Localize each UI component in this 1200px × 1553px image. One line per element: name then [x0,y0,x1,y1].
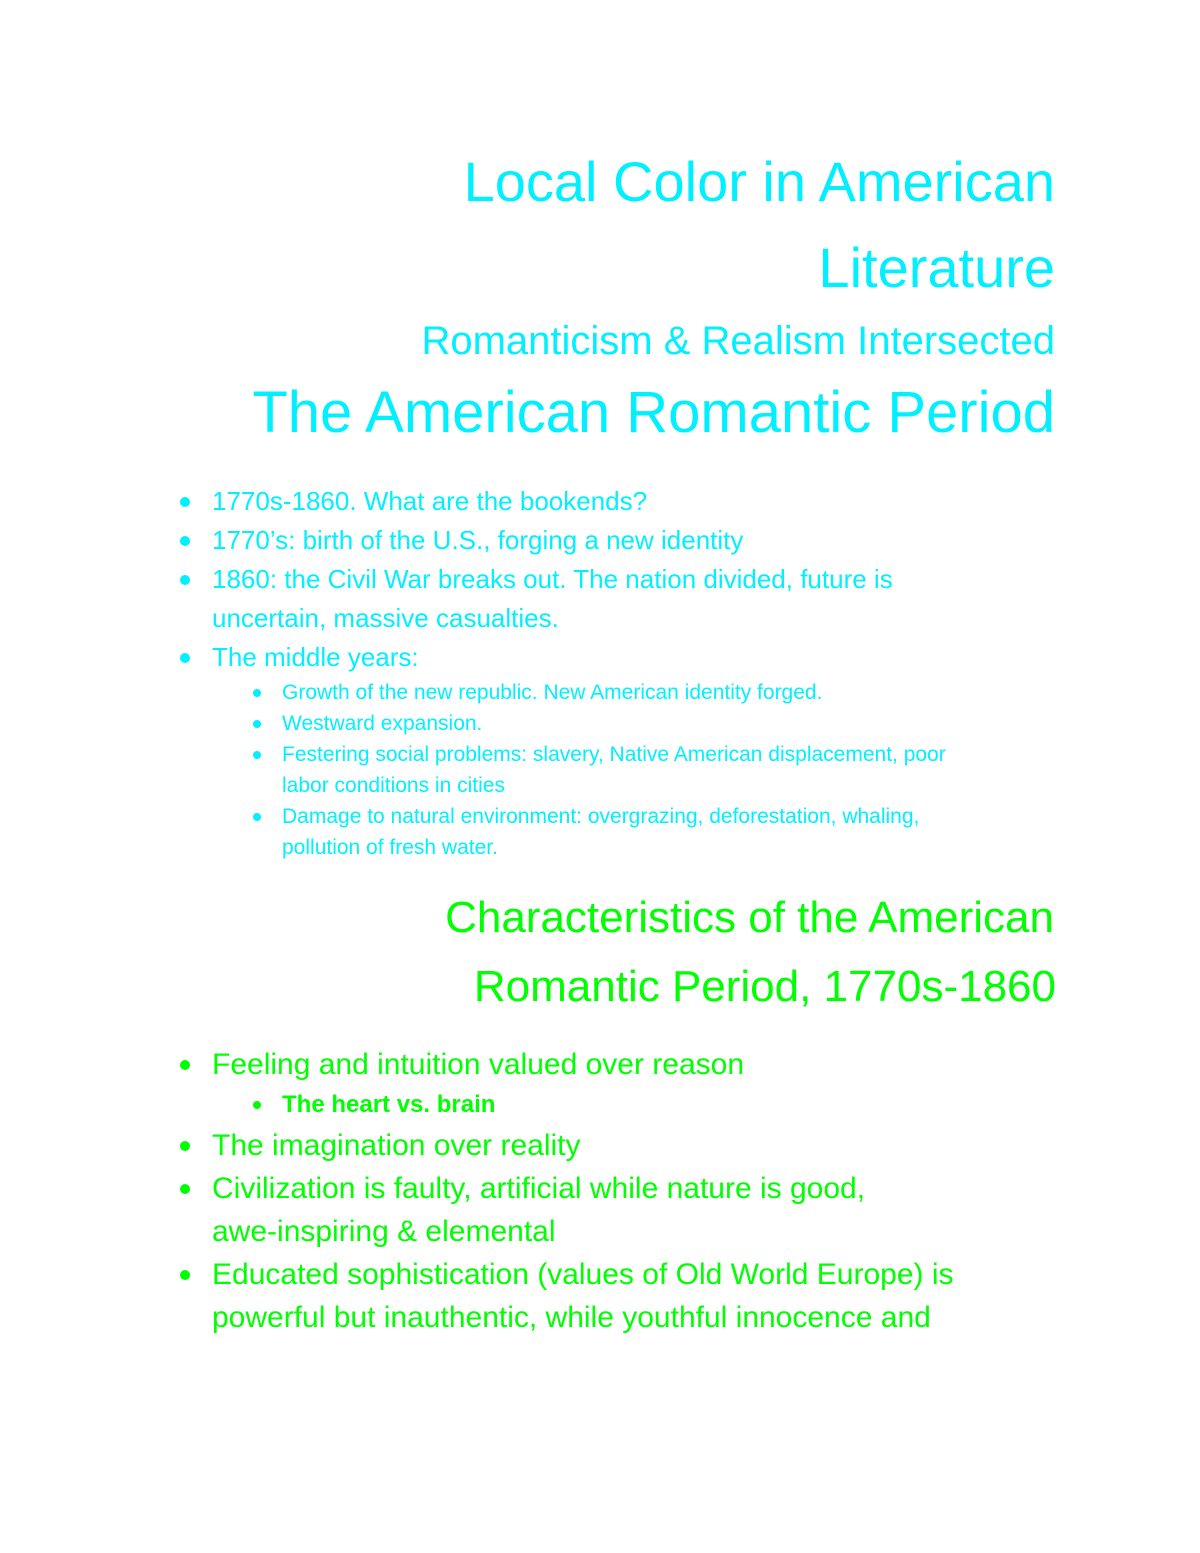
list-item-text: 1860: the Civil War breaks out. The nation divided, future is [212,564,893,594]
sub-list-item [176,739,946,801]
sub-list-item-text: Festering social problems: slavery, Native American displacement, poor [282,743,946,766]
sub-list-item-text: Westward expansion. [282,712,483,735]
list-item-text: Feeling and intuition valued over reason [212,1048,745,1081]
list-item-text: uncertain, massive casualties. [212,603,559,633]
sub-list-item [176,677,946,708]
title-line-2: Literature [818,236,1055,299]
sub-list-item-text: Growth of the new republic. New American identity forged. [282,681,823,704]
list-item-text: The middle years: [212,642,419,672]
list-item-text: 1770s-1860. What are the bookends? [212,486,648,516]
list-item-text: Educated sophistication (values of Old World Europe) is [212,1258,954,1291]
section-title: The American Romantic Period [252,380,1055,445]
sub-list-item-text: pollution of fresh water. [282,836,498,859]
list-item [176,1043,954,1086]
characteristics-heading-line-1: Characteristics of the American [445,893,1054,942]
sub-list-item [176,801,946,863]
list-item-text: The imagination over reality [212,1129,581,1162]
characteristics-bullet-list [176,1043,954,1339]
list-item-text: 1770’s: birth of the U.S., forging a new identity [212,525,744,555]
period-bullet-list [176,482,946,863]
sub-list-item-text: labor conditions in cities [282,774,505,797]
sub-list-item-text: Damage to natural environment: overgrazing, deforestation, whaling, [282,805,920,828]
characteristics-heading-line-2: Romantic Period, 1770s-1860 [473,962,1056,1011]
sub-list-item [176,1086,954,1124]
list-item-text: Civilization is faulty, artificial while nature is good, [212,1172,866,1205]
sub-list-item-text: The heart vs. brain [282,1091,496,1118]
list-item [176,560,946,638]
list-item [176,1253,954,1339]
list-item [176,482,946,521]
list-item-text: awe-inspiring & elemental [212,1215,556,1248]
list-item [176,521,946,560]
list-item [176,638,946,677]
title-line-1: Local Color in American [463,150,1055,213]
subtitle: Romanticism & Realism Intersected [421,319,1055,363]
list-item [176,1124,954,1167]
list-item [176,1167,954,1253]
list-item-text: powerful but inauthentic, while youthful innocence and [212,1301,931,1334]
sub-list-item [176,708,946,739]
